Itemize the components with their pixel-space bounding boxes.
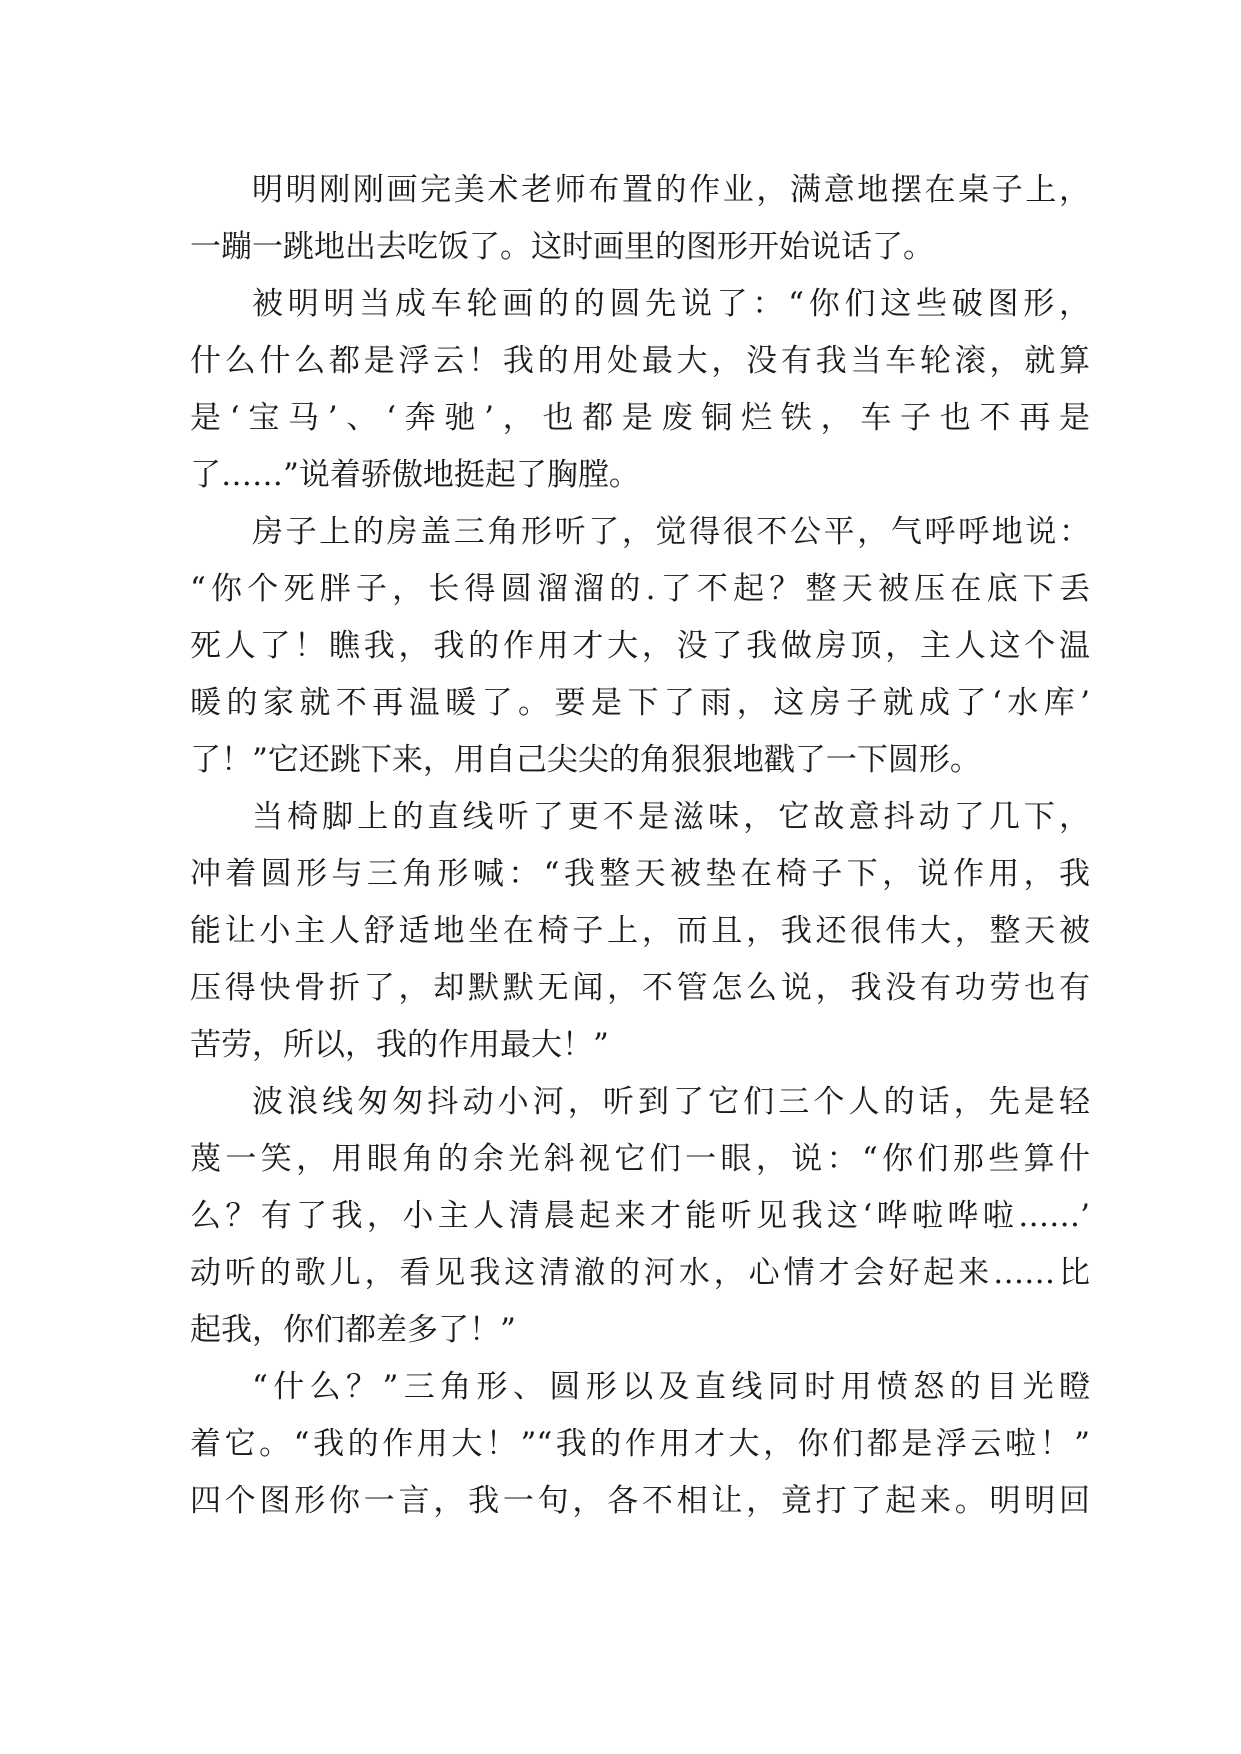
- story-text: [190, 162, 1090, 1530]
- text-line: 四个图形你一言，我一句，各不相让，竟打了起来。明明回: [190, 1483, 1090, 1519]
- text-line: 死人了！瞧我，我的作用才大，没了我做房顶，主人这个温: [190, 628, 1090, 664]
- text-line: 么？有了我，小主人清晨起来才能听见我这‘哗啦哗啦……’: [190, 1198, 1090, 1234]
- text-line: 了……”说着骄傲地挺起了胸膛。: [190, 457, 640, 493]
- text-line: 着它。“我的作用大！”“我的作用才大，你们都是浮云啦！”: [190, 1426, 1090, 1462]
- text-line: 被明明当成车轮画的的圆先说了：“你们这些破图形，: [252, 286, 1090, 322]
- text-line: 能让小主人舒适地坐在椅子上，而且，我还很伟大，整天被: [190, 913, 1090, 949]
- text-line: 什么什么都是浮云！我的用处最大，没有我当车轮滚，就算: [190, 343, 1090, 379]
- text-line: 起我，你们都差多了！”: [190, 1312, 516, 1348]
- text-line: 苦劳，所以，我的作用最大！”: [190, 1027, 609, 1063]
- text-line: 房子上的房盖三角形听了，觉得很不公平，气呼呼地说：: [252, 514, 1090, 550]
- text-line: 波浪线匆匆抖动小河，听到了它们三个人的话，先是轻: [252, 1084, 1090, 1120]
- text-line: 一蹦一跳地出去吃饭了。这时画里的图形开始说话了。: [190, 229, 934, 265]
- text-line: 动听的歌儿，看见我这清澈的河水，心情才会好起来……比: [190, 1255, 1090, 1291]
- text-line: 蔑一笑，用眼角的余光斜视它们一眼，说：“你们那些算什: [190, 1141, 1090, 1177]
- text-line: “什么？”三角形、圆形以及直线同时用愤怒的目光瞪: [252, 1369, 1090, 1405]
- text-line: 了！”它还跳下来，用自己尖尖的角狠狠地戳了一下圆形。: [190, 742, 981, 778]
- text-line: 压得快骨折了，却默默无闻，不管怎么说，我没有功劳也有: [190, 970, 1090, 1006]
- text-line: 明明刚刚画完美术老师布置的作业，满意地摆在桌子上，: [252, 172, 1090, 208]
- text-line: 冲着圆形与三角形喊：“我整天被垫在椅子下，说作用，我: [190, 856, 1090, 892]
- text-line: “你个死胖子，长得圆溜溜的.了不起？整天被压在底下丢: [190, 571, 1090, 607]
- text-line: 是‘宝马’、‘奔驰’，也都是废铜烂铁，车子也不再是: [190, 400, 1090, 436]
- text-line: 当椅脚上的直线听了更不是滋味，它故意抖动了几下，: [252, 799, 1090, 835]
- text-line: 暖的家就不再温暖了。要是下了雨，这房子就成了‘水库’: [190, 685, 1090, 721]
